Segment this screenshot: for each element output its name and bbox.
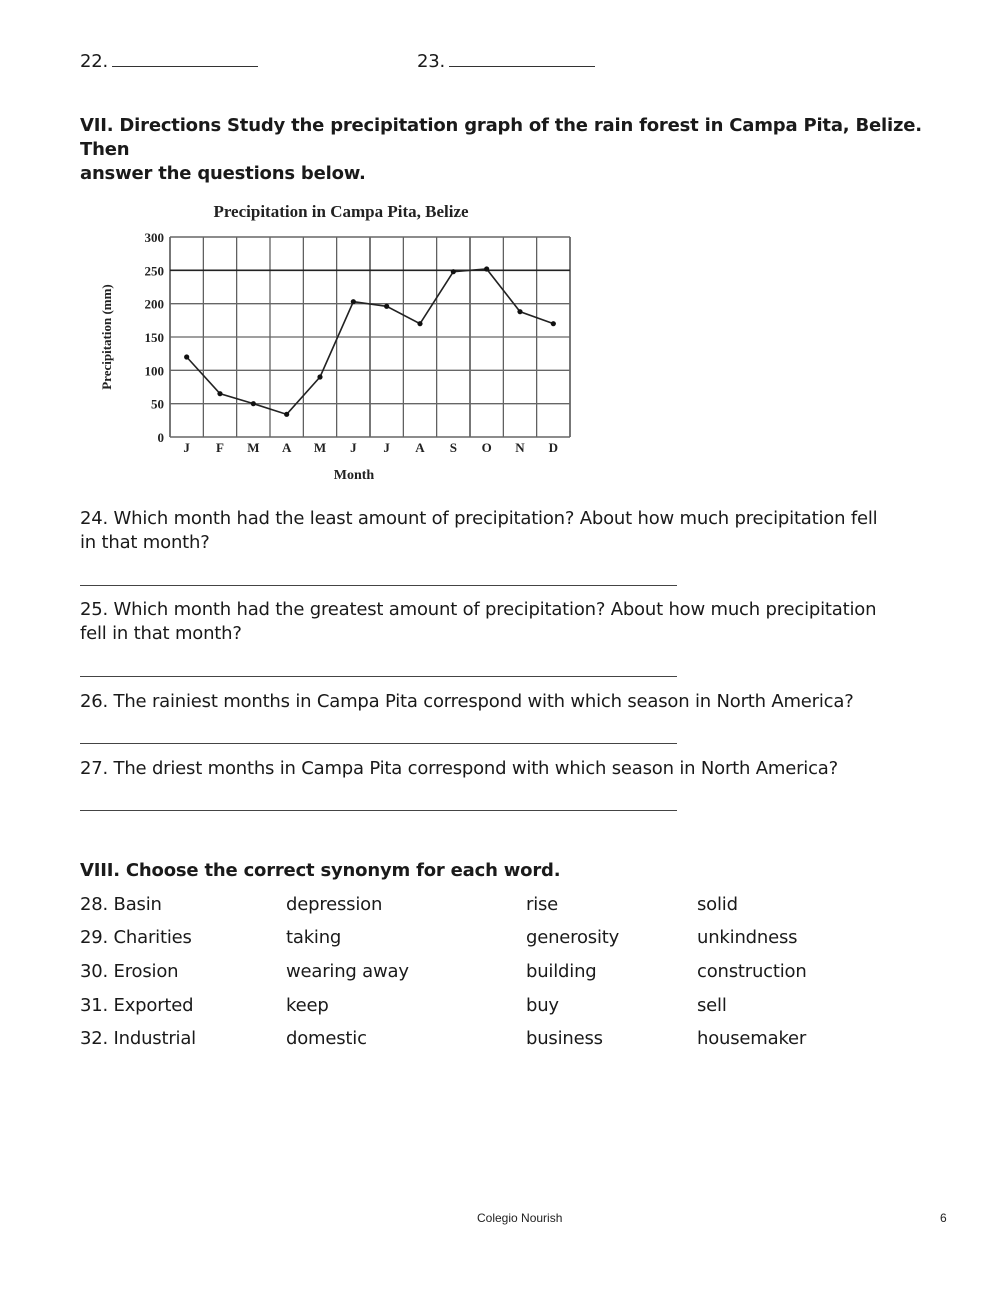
x-tick-label: J	[350, 440, 357, 455]
synonym-row-31	[80, 994, 960, 1018]
y-tick-label: 300	[144, 230, 164, 245]
data-point	[351, 299, 356, 304]
section7-heading-line2: answer the questions below.	[80, 163, 366, 184]
data-point	[551, 321, 556, 326]
section7-heading-line1: VII. Directions Study the precipitation graph of the rain forest in Campa Pita, Belize. Then	[80, 115, 922, 160]
answer-line-24[interactable]	[80, 585, 677, 586]
y-tick-label: 0	[157, 430, 164, 445]
synonym-word: 30. Erosion	[80, 961, 179, 982]
data-point	[317, 374, 322, 379]
synonym-option[interactable]: housemaker	[697, 1028, 807, 1049]
x-tick-label: J	[383, 440, 390, 455]
synonym-word: 31. Exported	[80, 995, 194, 1016]
data-point	[217, 391, 222, 396]
synonym-option[interactable]: taking	[286, 927, 342, 948]
synonym-option[interactable]: buy	[526, 995, 559, 1016]
synonym-option[interactable]: sell	[697, 995, 727, 1016]
y-tick-label: 50	[151, 396, 164, 412]
synonym-option[interactable]: unkindness	[697, 927, 798, 948]
question-24	[80, 507, 960, 555]
x-tick-label: J	[183, 440, 190, 455]
data-point	[451, 269, 456, 274]
x-tick-label: M	[247, 440, 260, 455]
x-tick-label: S	[449, 440, 457, 455]
synonym-option[interactable]: rise	[526, 894, 559, 915]
synonym-option[interactable]: solid	[697, 894, 738, 915]
question-24-line2: in that month?	[80, 532, 210, 553]
synonym-word: 32. Industrial	[80, 1028, 196, 1049]
data-point	[384, 304, 389, 309]
data-point	[417, 321, 422, 326]
question-25	[80, 598, 960, 646]
chart-title: Precipitation in Campa Pita, Belize	[213, 202, 469, 221]
synonym-option[interactable]: wearing away	[286, 961, 409, 982]
x-tick-label: F	[216, 440, 224, 455]
question-25-line2: fell in that month?	[80, 623, 242, 644]
synonym-word: 29. Charities	[80, 927, 192, 948]
x-tick-label: O	[481, 440, 492, 455]
data-point	[517, 309, 522, 314]
chart-x-label: Month	[333, 468, 375, 483]
x-tick-label: M	[313, 440, 327, 455]
question-24-line1: 24. Which month had the least amount of precipitation? About how much precipitation fell	[80, 508, 878, 529]
synonym-option[interactable]: domestic	[286, 1028, 367, 1049]
synonym-option[interactable]: business	[526, 1028, 603, 1049]
question-27-line1: 27. The driest months in Campa Pita correspond with which season in North America?	[80, 758, 838, 779]
section8-heading: VIII. Choose the correct synonym for each word.	[80, 860, 561, 881]
synonym-option[interactable]: depression	[286, 894, 383, 915]
synonym-option[interactable]: keep	[286, 995, 329, 1016]
synonym-row-28	[80, 893, 960, 917]
synonym-row-30	[80, 960, 960, 984]
answer-line-27[interactable]	[80, 810, 677, 811]
chart-x-ticks	[183, 440, 558, 455]
question-25-line1: 25. Which month had the greatest amount of precipitation? About how much precipitation	[80, 599, 877, 620]
data-point	[251, 401, 256, 406]
data-point	[484, 266, 489, 271]
chart-y-ticks	[145, 230, 165, 445]
y-tick-label: 200	[144, 296, 164, 312]
x-tick-label: D	[548, 440, 559, 455]
y-tick-label: 250	[144, 263, 164, 279]
answer-line-26[interactable]	[80, 743, 677, 744]
precipitation-chart	[0, 0, 1000, 500]
synonym-option[interactable]: construction	[697, 961, 807, 982]
synonym-word: 28. Basin	[80, 894, 162, 915]
answer-line-25[interactable]	[80, 676, 677, 677]
x-tick-label: N	[515, 440, 525, 455]
y-tick-label: 100	[144, 363, 164, 379]
chart-y-label: Precipitation (mm)	[99, 284, 114, 390]
footer-school: Colegio Nourish	[477, 1211, 563, 1225]
data-point	[184, 354, 189, 359]
footer-page-number: 6	[940, 1211, 947, 1225]
x-tick-label: A	[281, 440, 292, 455]
question-26	[80, 690, 960, 714]
question-27	[80, 757, 960, 781]
x-tick-label: A	[415, 440, 425, 455]
blank-22-label: 22.	[80, 51, 109, 72]
y-tick-label: 150	[144, 330, 164, 345]
synonym-row-32	[80, 1027, 960, 1051]
data-point	[284, 412, 289, 417]
question-26-line1: 26. The rainiest months in Campa Pita correspond with which season in North America?	[80, 691, 854, 712]
blank-23-label: 23.	[417, 51, 446, 72]
synonym-option[interactable]: building	[526, 961, 597, 982]
synonym-row-29	[80, 926, 960, 950]
chart-grid	[170, 237, 570, 437]
synonym-option[interactable]: generosity	[526, 927, 620, 948]
